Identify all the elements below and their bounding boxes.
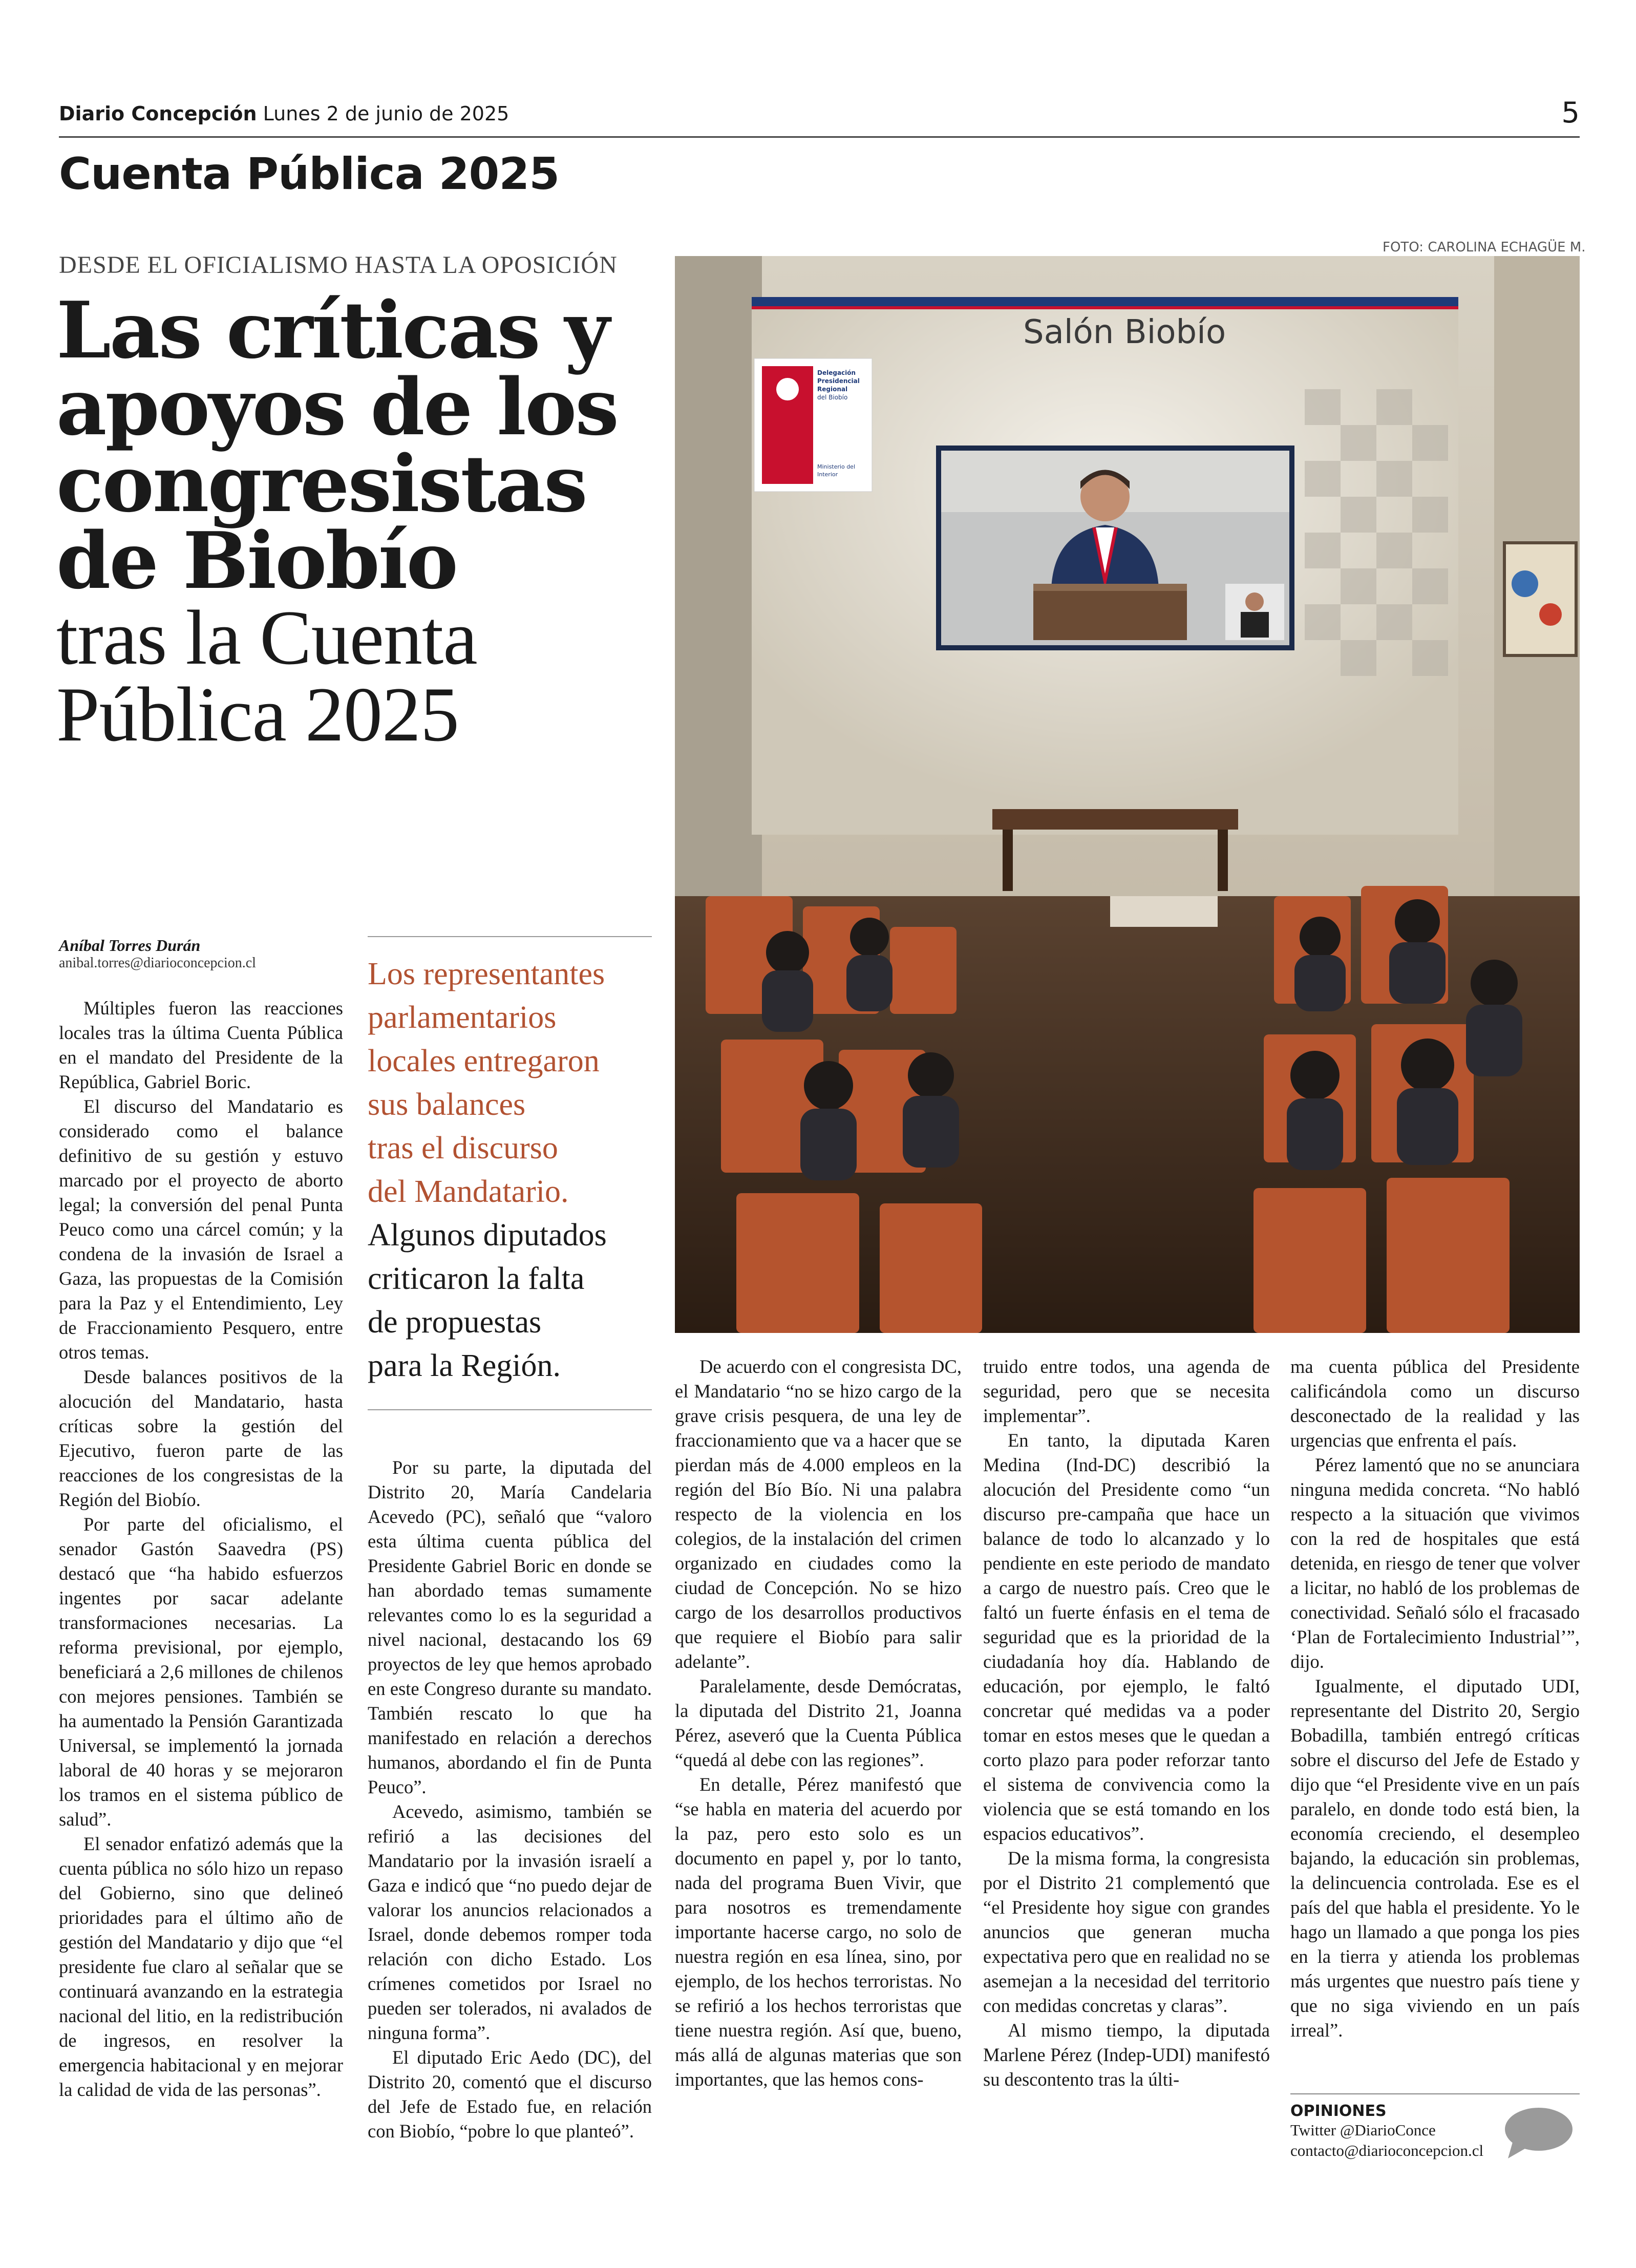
- headline-line: congresistas: [56, 438, 586, 529]
- deck: [368, 952, 654, 1388]
- author-name: Aníbal Torres Durán: [59, 936, 201, 955]
- paragraph: Por parte del oficialismo, el senador Gastón Saavedra (PS) destacó que “ha habido esfuerzos ingentes por sacar adelante transformaciones necesarias. La reforma previsional, por ejemplo, beneficiará a 2,6 millones de chilenos con mejores pensiones. También se ha aumentado la Pensión Garantizada Universal, se implementó la jornada laboral de 40 horas y se mejoraron los tramos en el sistema público de salud”.: [59, 1514, 343, 1830]
- paragraph: Por su parte, la diputada del Distrito 20, María Candelaria Acevedo (PC), señaló que “valoro esta última cuenta pública del Presidente Gabriel Boric en donde se han abordado temas sumamente relevantes como lo es la seguridad a nivel nacional, destacando los 69 proyectos de ley que hemos aprobado en este Congreso durante su mandato. También rescato lo que ha manifestado en relación a derechos humanos, abordando el fin de Punta Peuco”.: [368, 1457, 652, 1797]
- paragraph: El diputado Eric Aedo (DC), del Distrito 20, comentó que el discurso del Jefe de Estado fue, en relación con Biobío, “pobre lo que planteó”.: [368, 2047, 652, 2142]
- paragraph: truido entre todos, una agenda de seguridad, pero que se necesita implementar”.: [983, 1356, 1270, 1426]
- deck-rule: [368, 936, 652, 937]
- headline-line: de Biobío: [56, 515, 457, 606]
- deck-line: sus balances: [368, 1087, 526, 1122]
- headline-line: Las críticas y: [56, 284, 609, 376]
- article-column-5: [1290, 1354, 1580, 2043]
- paragraph: ma cuenta pública del Presidente calificándola como un discurso desconectado de la realidad y las urgencias que enfrenta el país.: [1290, 1356, 1580, 1451]
- paragraph: En tanto, la diputada Karen Medina (Ind-DC) describió la alocución del Presidente como “un discurso pre-campaña que hace un balance de todo lo alcanzado y lo pendiente en este periodo de mandato a cargo de nuestro país. Creo que le faltó un fuerte énfasis en el tema de seguridad que es la prioridad de la ciudadanía hoy día. Hablando de educación, por ejemplo, le faltó concretar qué medidas va a poder tomar en estos meses que le quedan a corto plazo para poder reforzar tanto el sistema de convivencia como la violencia que se está tomando en los espacios educativos”.: [983, 1430, 1270, 1844]
- opinions-rule: [1290, 2093, 1580, 2094]
- salon-sign: Salón Biobío: [1023, 313, 1226, 351]
- paragraph: De la misma forma, la congresista por el Distrito 21 complementó que “el Presidente hoy sigue con grandes anuncios que generan mucha expectativa pero que en realidad no se asemejan a la necesidad del territorio con medidas concretas y claras”.: [983, 1848, 1270, 2016]
- paragraph: En detalle, Pérez manifestó que “se habla en materia del acuerdo por la paz, pero esto solo es un documento en papel y, por lo tanto, nada del programa Buen Vivir, que para nosotros es tremendamente importante hacerse cargo, no solo de nuestra región en esa línea, sino, por ejemplo, de los hechos terroristas. No se refirió a los hechos terroristas que tiene nuestra región. Así que, bueno, más allá de algunas materias que son importantes, que las hemos cons-: [675, 1774, 962, 2090]
- article-column-2: [368, 1455, 652, 2144]
- banner-line: Presidencial: [817, 377, 860, 385]
- byline: [59, 936, 256, 971]
- deck-line: locales entregaron: [368, 1044, 600, 1078]
- deck-line: del Mandatario.: [368, 1174, 569, 1209]
- banner-footer: Ministerio del: [817, 463, 855, 470]
- section-title: Cuenta Pública 2025: [59, 149, 560, 200]
- deck-line: criticaron la falta: [368, 1261, 585, 1296]
- paragraph: El discurso del Mandatario es considerado como el balance definitivo de su gestión y estuvo marcado por el proyecto de aborto legal; la conversión del penal Punta Peuco como una cárcel común; y la condena de la invasión de Israel a Gaza, las propuestas de la Comisión para la Paz y el Entendimiento, Ley de Fraccionamiento Pesquero, entre otros temas.: [59, 1096, 343, 1363]
- paragraph: Igualmente, el diputado UDI, representante del Distrito 20, Sergio Bobadilla, también entregó críticas sobre el discurso del Jefe de Estado y dijo que “el Presidente vive en un país paralelo, en donde todo está bien, la economía creciendo, el desempleo bajando, la educación sin problemas, la delincuencia controlada. Ese es el país del que habla el presidente. Yo le hago un llamado a que ponga los pies en la tierra y atienda los problemas más urgentes que nuestro país tiene y que no siga viviendo en un país irreal”.: [1290, 1676, 1580, 2041]
- paragraph: Pérez lamentó que no se anunciara ninguna medida concreta. “No habló respecto a la situación que vivimos con la red de hospitales que está detenida, en riesgo de tener que volver a licitar, no habló de los problemas de conectividad. Señaló sólo el fracasado ‘Plan de Fortalecimiento Industrial’”, dijo.: [1290, 1454, 1580, 1672]
- deck-rule: [368, 1409, 652, 1410]
- article-column-3: [675, 1354, 962, 2092]
- paragraph: Paralelamente, desde Demócratas, la diputada del Distrito 21, Joanna Pérez, aseveró que la Cuenta Pública “quedá al debe con las regiones”.: [675, 1676, 962, 1770]
- paragraph: Acevedo, asimismo, también se refirió a las decisiones del Mandatario por la invasión israelí a Gaza e indicó que “no puedo dejar de valorar los anuncios relacionados a Israel, donde debemos romper toda relación con dicho Estado. Los crímenes cometidos por Israel no pueden ser tolerados, ni avalados de ninguna forma”.: [368, 1801, 652, 2043]
- headline-line: tras la Cuenta: [56, 595, 477, 681]
- headline-line: apoyos de los: [56, 361, 618, 453]
- deck-line: parlamentarios: [368, 1000, 557, 1035]
- deck-line: Los representantes: [368, 957, 605, 991]
- deck-line: tras el discurso: [368, 1131, 558, 1165]
- opinions-label: OPINIONES: [1290, 2102, 1387, 2120]
- banner-line: Delegación: [817, 369, 856, 376]
- deck-line: Algunos diputados: [368, 1218, 607, 1253]
- paragraph: Desde balances positivos de la alocución del Mandatario, hasta críticas sobre la gestión del Ejecutivo, fueron parte de las reacciones de los congresistas de la Región del Biobío.: [59, 1366, 343, 1510]
- paragraph: Múltiples fueron las reacciones locales tras la última Cuenta Pública en el mandato del Presidente de la República, Gabriel Boric.: [59, 998, 343, 1092]
- paragraph: El senador enfatizó además que la cuenta pública no sólo hizo un repaso del Gobierno, sino que delineó prioridades para el último año de gestión del Mandatario y dijo que “el presidente fue claro al señalar que se continuará avanzando en la estrategia nacional del litio, en la redistribución de ingresos, en resolver la emergencia habitacional y en mejorar la calidad de vida de las personas”.: [59, 1833, 343, 2100]
- deck-line: de propuestas: [368, 1305, 542, 1340]
- paragraph: Al mismo tiempo, la diputada Marlene Pérez (Indep-UDI) manifestó su descontento tras la últi-: [983, 2020, 1270, 2090]
- folio: [59, 96, 1580, 133]
- speech-bubble-icon: [1503, 2105, 1575, 2161]
- opinions-email: contacto@diarioconcepcion.cl: [1290, 2142, 1484, 2159]
- article-column-4: [983, 1354, 1270, 2092]
- kicker: DESDE EL OFICIALISMO HASTA LA OPOSICIÓN: [59, 251, 618, 279]
- deck-line: para la Región.: [368, 1348, 561, 1383]
- headline-line: Pública 2025: [56, 671, 459, 757]
- author-email: anibal.torres@diarioconcepcion.cl: [59, 955, 256, 971]
- event-photo: [675, 256, 1580, 1333]
- paragraph: De acuerdo con el congresista DC, el Mandatario “no se hizo cargo de la grave crisis pesquera, de una ley de fraccionamiento que va a hacer que se pierdan más de 4.000 empleos en la región del Bío Bío. Ni una palabra respecto de la violencia en los colegios, de la instalación del crimen organizado en ciudades como la ciudad de Concepción. No se hizo cargo de los desarrollos productivos que requiere el Biobío para salir adelante”.: [675, 1356, 962, 1672]
- article-column-1: [59, 996, 343, 2102]
- photo-credit: FOTO: CAROLINA ECHAGÜE M.: [1383, 240, 1586, 255]
- folio-rule: [59, 136, 1580, 138]
- headline: [56, 284, 671, 757]
- page-number: 5: [1561, 96, 1580, 130]
- banner-line: Regional: [817, 386, 848, 393]
- opinions-twitter: Twitter @DiarioConce: [1290, 2121, 1436, 2139]
- banner-line: del Biobío: [817, 394, 848, 401]
- banner-footer: Interior: [817, 471, 838, 478]
- newspaper-name: Diario Concepción: [59, 102, 257, 125]
- issue-date: Lunes 2 de junio de 2025: [263, 102, 509, 125]
